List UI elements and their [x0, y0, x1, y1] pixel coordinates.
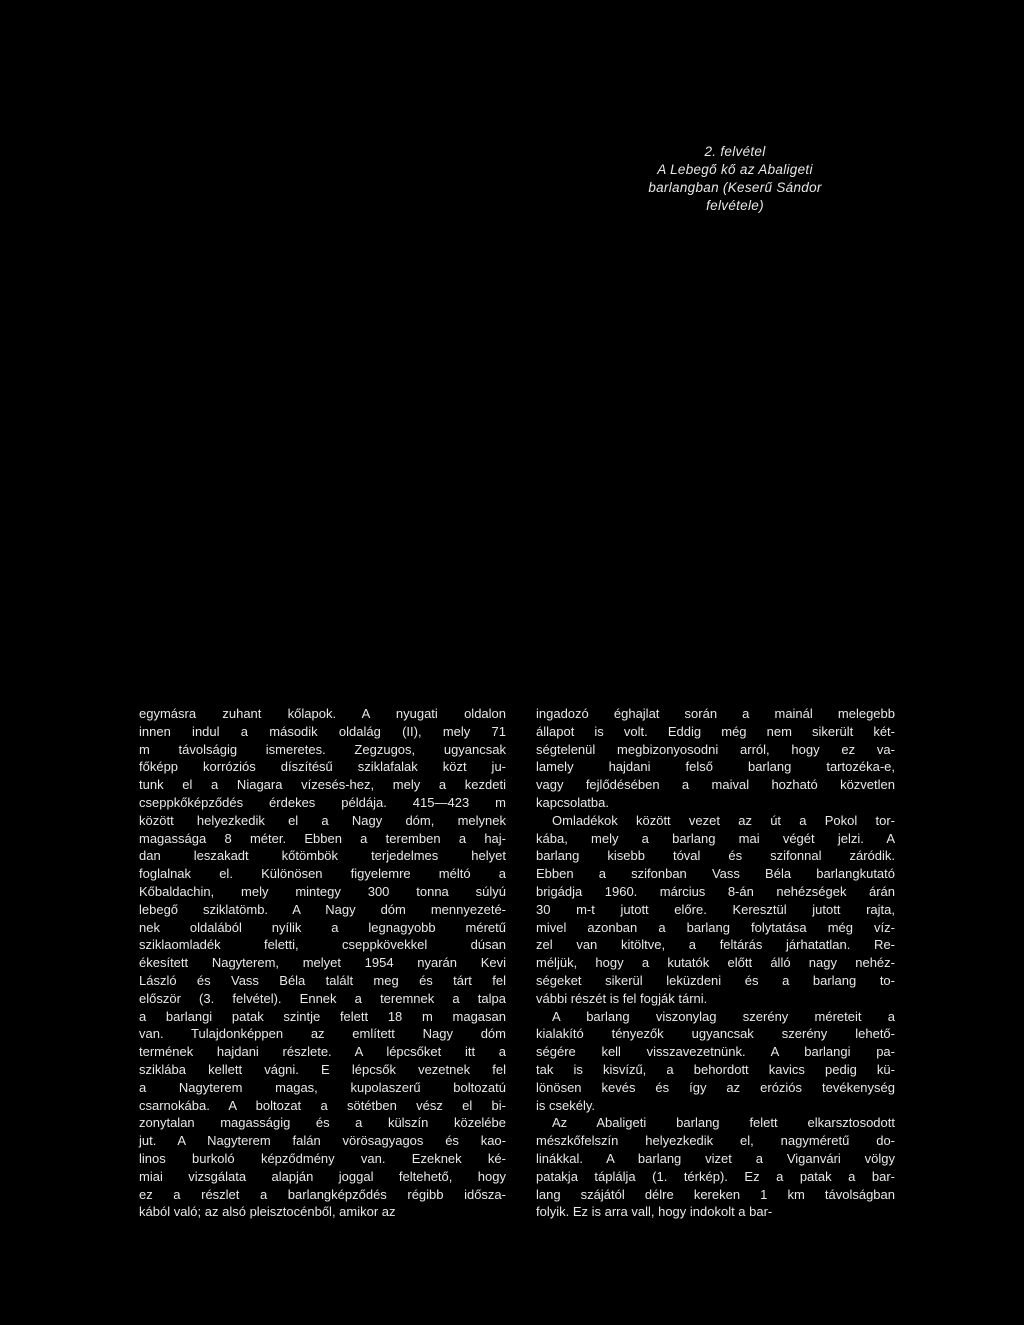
text-line: zel van kitöltve, a feltárás járhatatlan. Re-	[536, 937, 895, 953]
text-line: sziklaomladék feletti, cseppkövekkel dúsan	[139, 937, 506, 953]
text-line: László és Vass Béla talált meg és tárt fel	[139, 972, 506, 988]
text-line: Az Abaligeti barlang felett elkarsztosodott	[552, 1115, 895, 1131]
text-line: tunk el a Niagara vízesés-hez, mely a kezdeti	[139, 777, 506, 793]
text-line: dan leszakadt kőtömbök terjedelmes helyet	[139, 848, 506, 864]
text-line: is csekély.	[536, 1097, 595, 1113]
text-line: Ebben a szifonban Vass Béla barlangkutató	[536, 866, 895, 882]
text-line: vagy fejlődésében a maival hozható közvetlen	[536, 777, 895, 793]
text-line: patakja táplálja (1. térkép). Ez a patak a bar-	[536, 1168, 895, 1184]
text-line: mivel azonban a barlang folytatása még víz-	[536, 919, 895, 935]
text-line: egymásra zuhant kőlapok. A nyugati oldalon	[139, 706, 506, 721]
text-line: sziklába kellett vágni. E lépcsők vezetnek fel	[139, 1061, 506, 1077]
text-line: tak is kisvízű, a behordott kavics pedig kü-	[536, 1061, 895, 1077]
text-line: nek oldalából nyílik a legnagyobb méretű	[139, 919, 506, 935]
text-line: linos burkoló képződmény van. Ezeknek ké-	[139, 1150, 506, 1166]
text-line: mészkőfelszín helyezkedik el, nagyméretű do-	[536, 1133, 895, 1149]
text-line: ségtelenül megbizonyosodni arról, hogy ez va-	[536, 741, 895, 757]
text-line: ez a részlet a barlangképződés régibb időszа-	[139, 1186, 506, 1202]
text-line: brigádja 1960. március 8-án nehézségek árán	[536, 883, 895, 899]
text-line: linákkal. A barlang vizet a Viganvári völgy	[536, 1150, 895, 1166]
caption-line: felvétele)	[706, 198, 764, 213]
photo-caption	[630, 143, 840, 215]
text-line: Omladékok között vezet az út a Pokol tor-	[552, 812, 895, 828]
text-line: ségére kell visszavezetnünk. A barlangi pa-	[536, 1044, 895, 1060]
text-line: kából való; az alsó pleisztocénből, amikor az	[139, 1204, 396, 1220]
text-line: vábbi részét is fel fogják tárni.	[536, 990, 708, 1006]
text-line: kapcsolatba.	[536, 794, 609, 810]
text-line: ékesített Nagyterem, melyet 1954 nyarán Kevi	[139, 955, 506, 971]
text-line: termének hajdani részlete. A lépcsőket itt a	[139, 1044, 506, 1060]
text-line: állapot is volt. Eddig még nem sikerült két-	[536, 723, 895, 739]
text-line: jut. A Nagyterem falán vörösagyagos és kao-	[139, 1133, 506, 1149]
text-line: m távolságig ismeretes. Zegzugos, ugyancsak	[139, 741, 506, 757]
text-line: zonytalan magasságig és a külszín közelébe	[139, 1115, 506, 1131]
text-line: innen indul a második oldalág (II), mely 71	[139, 723, 506, 739]
text-line: méljük, hogy a kutatók előtt álló nagy nehéz-	[536, 955, 895, 971]
text-line: 30 m-t jutott előre. Keresztül jutott rajta,	[536, 901, 895, 917]
text-line: között helyezkedik el a Nagy dóm, melynek	[139, 812, 506, 828]
text-line: barlang kisebb tóval és szifonnal záródik.	[536, 848, 895, 864]
text-line: A barlang viszonylag szerény méreteit a	[552, 1008, 895, 1024]
text-line: kialakító tényezők ugyancsak szerény lehető-	[536, 1026, 895, 1042]
caption-line: 2. felvétel	[704, 144, 766, 159]
text-line: főképp korróziós díszítésű sziklafalak közt ju-	[139, 759, 506, 775]
text-line: a Nagyterem magas, kupolaszerű boltozatú	[139, 1079, 506, 1095]
text-line: foglalnak el. Különösen figyelemre méltó a	[139, 866, 506, 882]
right-text-column	[536, 705, 895, 1221]
text-line: ingadozó éghajlat során a mainál melegebb	[536, 706, 895, 721]
text-line: lebegő sziklatömb. A Nagy dóm mennyezeté-	[139, 901, 506, 917]
caption-line: A Lebegő kő az Abaligeti	[657, 162, 813, 177]
text-line: lamely hajdani felső barlang tartozéka-e,	[536, 759, 895, 775]
text-line: magassága 8 méter. Ebben a teremben a haj-	[139, 830, 506, 846]
text-line: Kőbaldachin, mely mintegy 300 tonna súlyú	[139, 883, 506, 899]
text-line: lönösen kevés és így az eróziós tevékenység	[536, 1079, 895, 1095]
text-line: cseppkőképződés érdekes példája. 415—423 m	[139, 794, 506, 810]
text-line: kába, mely a barlang mai végét jelzi. A	[536, 830, 895, 846]
caption-line: barlangban (Keserű Sándor	[648, 180, 822, 195]
text-line: először (3. felvétel). Ennek a teremnek a talpa	[139, 990, 506, 1006]
left-text-column	[139, 705, 506, 1221]
text-line: csarnokába. A boltozat a sötétben vész el bi-	[139, 1097, 506, 1113]
text-line: lang szájától délre kereken 1 km távolságban	[536, 1186, 895, 1202]
text-line: ségeket sikerül leküzdeni és a barlang to-	[536, 972, 895, 988]
text-line: van. Tulajdonképpen az említett Nagy dóm	[139, 1026, 506, 1042]
text-line: miai vizsgálata alapján joggal feltehető, hogy	[139, 1168, 506, 1184]
text-line: a barlangi patak szintje felett 18 m magasan	[139, 1008, 506, 1024]
text-line: folyik. Ez is arra vall, hogy indokolt a bar-	[536, 1204, 773, 1220]
